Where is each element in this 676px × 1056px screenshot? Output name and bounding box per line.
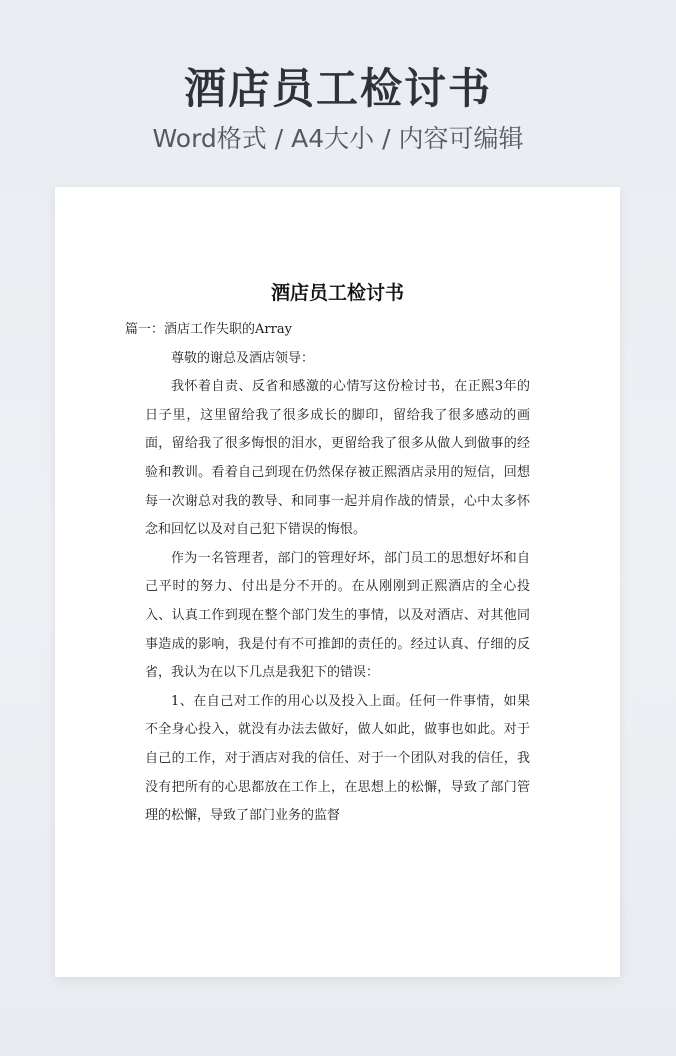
salutation: 尊敬的谢总及酒店领导： [171, 350, 315, 366]
document-page [55, 187, 620, 977]
paragraph: 作为一名管理者，部门的管理好坏，部门员工的思想好坏和自己平时的努力、付出是分不开的。在从刚刚到正熙酒店的全心投入、认真工作到现在整个部门发生的事情，以及对酒店、对其他同事造成的影响，我是付有不可推卸的责任的。经过认真、仔细的反省，我认为在以下几点是我犯下的错误： [145, 550, 530, 681]
paragraph: 1、在自己对工作的用心以及投入上面。任何一件事情，如果不全身心投入，就没有办法去做好，做人如此，做事也如此。对于自己的工作，对于酒店对我的信任、对于一个团队对我的信任，我没有把所有的心思都放在工作上，在思想上的松懈，导致了部门管理的松懈，导致了部门业务的监督 [145, 693, 530, 824]
banner-subtitle: Word格式 / A4大小 / 内容可编辑 [152, 124, 524, 153]
document-body [125, 316, 530, 831]
banner-header [0, 62, 676, 156]
paragraph: 我怀着自责、反省和感激的心情写这份检讨书，在正熙3年的日子里，这里留给我了很多成长的脚印，留给我了很多感动的画面，留给我了很多悔恨的泪水，更留给我了很多从做人到做事的经验和教训。看着自己到现在仍然保存被正熙酒店录用的短信，回想每一次谢总对我的教导、和同事一起并肩作战的情景，心中太多怀念和回忆以及对自己犯下错误的悔恨。 [145, 379, 530, 538]
section-heading: 篇一：酒店工作失职的Array [125, 322, 292, 337]
document-title: 酒店员工检讨书 [270, 282, 404, 304]
banner-title: 酒店员工检讨书 [183, 64, 492, 113]
